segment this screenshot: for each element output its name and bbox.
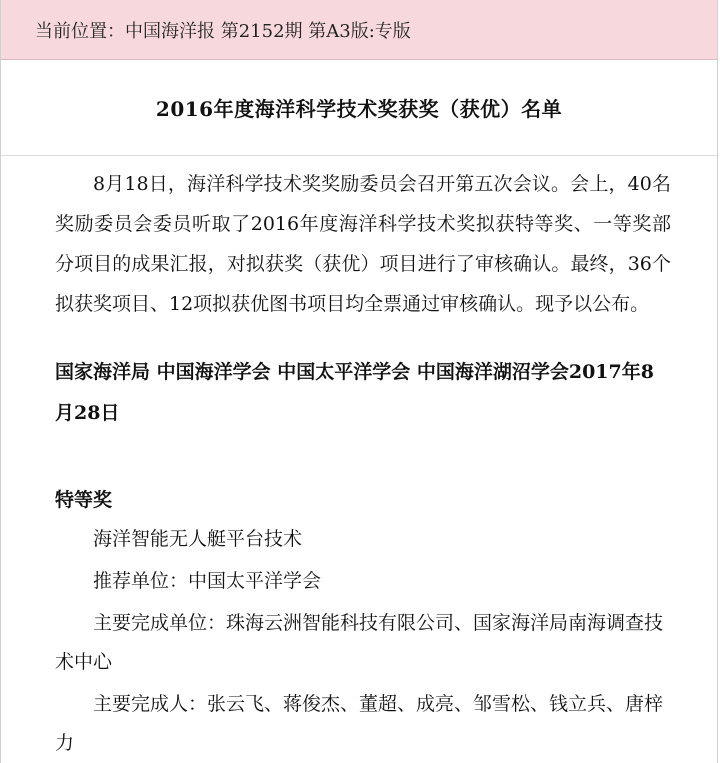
title-block [1, 60, 717, 156]
intro-paragraph: 8月18日，海洋科学技术奖奖励委员会召开第五次会议。会上，40名奖励委员会委员听取了2016年度海洋科学技术奖拟获特等奖、一等奖部分项目的成果汇报，对拟获奖（获优）项目进行了审核确认。最终，36个拟获奖项目、12项拟获优图书项目均全票通过审核确认。现予以公布。 [55, 173, 671, 315]
award-heading-grand-prize: 特等奖 [55, 489, 113, 511]
breadcrumb [1, 0, 717, 60]
award-completing-persons: 主要完成人：张云飞、蒋俊杰、董超、成亮、邹雪松、钱立兵、唐梓力 [55, 693, 664, 754]
breadcrumb-label: 当前位置： [35, 20, 125, 42]
article-body [1, 156, 717, 763]
award-completing-units: 主要完成单位：珠海云洲智能科技有限公司、国家海洋局南海调查技术中心 [55, 612, 664, 673]
award-recommender: 推荐单位：中国太平洋学会 [93, 570, 322, 592]
award-project-name: 海洋智能无人艇平台技术 [93, 528, 303, 550]
article-title: 2016年度海洋科学技术奖获奖（获优）名单 [155, 97, 563, 121]
breadcrumb-path[interactable]: 中国海洋报 第2152期 第A3版:专版 [125, 20, 411, 42]
publishers-date: 国家海洋局 中国海洋学会 中国太平洋学会 中国海洋湖沼学会2017年8月28日 [55, 361, 654, 424]
